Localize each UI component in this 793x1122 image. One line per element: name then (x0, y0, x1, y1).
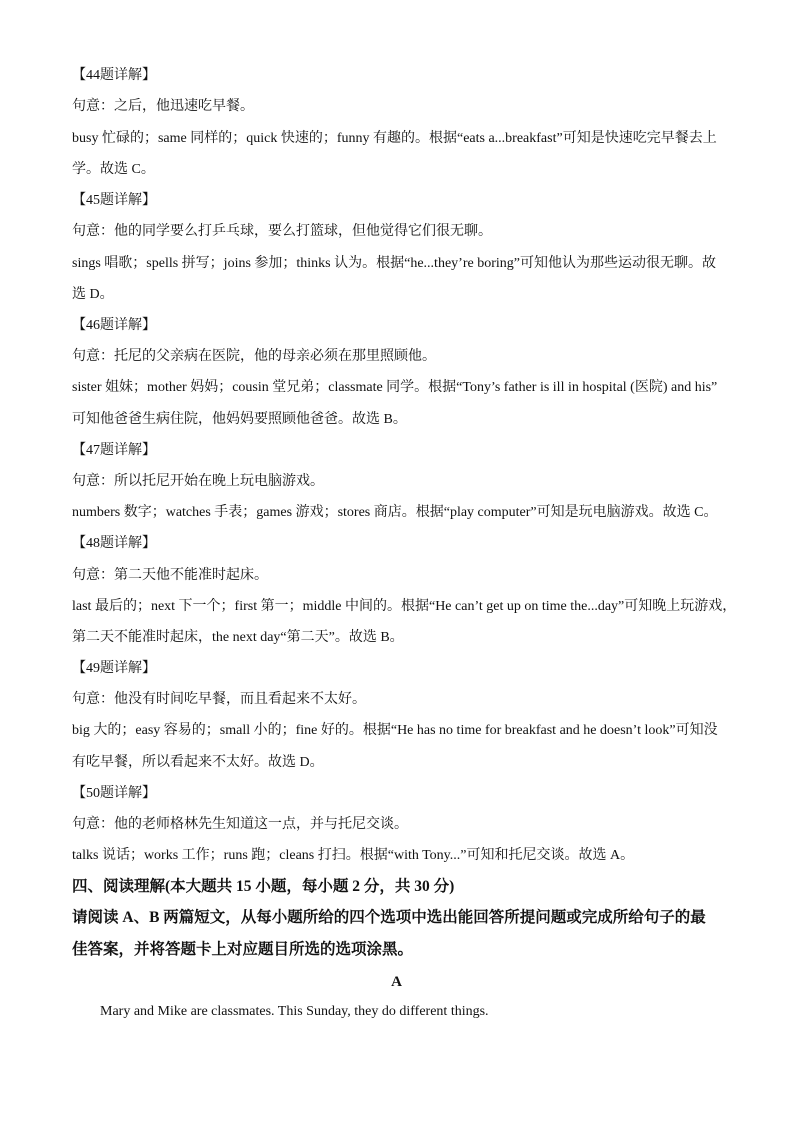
item-48-explanation-1: last 最后的；next 下一个；first 第一；middle 中间的。根据“He can’t get up on time the...day”可知晚上玩游戏， (72, 599, 737, 614)
item-47-explanation-1: numbers 数字；watches 手表；games 游戏；stores 商店。根据“play computer”可知是玩电脑游戏。故选 C。 (72, 505, 718, 520)
item-46-explanation-1: sister 姐妹；mother 妈妈；cousin 堂兄弟；classmate 同学。根据“Tony’s father is ill in hospital (医院) and his” (72, 380, 718, 395)
item-45-meaning: 句意：他的同学要么打乒乓球，要么打篮球，但他觉得它们很无聊。 (72, 224, 492, 239)
item-45-explanation-1: sings 唱歌；spells 拼写；joins 参加；thinks 认为。根据“he...they’re boring”可知他认为那些运动很无聊。故 (72, 256, 716, 271)
item-46-explanation-2: 可知他爸爸生病住院，他妈妈要照顾他爸爸。故选 B。 (72, 412, 407, 427)
item-44-heading: 【44题详解】 (72, 68, 156, 83)
item-48-explanation-2: 第二天不能准时起床，the next day“第二天”。故选 B。 (72, 630, 404, 645)
instruction-line-1: 请阅读 A、B 两篇短文，从每小题所给的四个选项中选出能回答所提问题或完成所给句子的最 (72, 909, 706, 926)
item-49-heading: 【49题详解】 (72, 661, 156, 676)
item-46-heading: 【46题详解】 (72, 318, 156, 333)
passage-label: A (391, 974, 402, 990)
instruction-line-2: 佳答案，并将答题卡上对应题目所选的选项涂黑。 (72, 941, 414, 958)
item-50-explanation-1: talks 说话；works 工作；runs 跑；cleans 打扫。根据“with Tony...”可知和托尼交谈。故选 A。 (72, 848, 635, 863)
item-45-explanation-2: 选 D。 (72, 287, 114, 302)
item-49-explanation-2: 有吃早餐，所以看起来不太好。故选 D。 (72, 755, 324, 770)
item-50-heading: 【50题详解】 (72, 786, 156, 801)
item-44-explanation-2: 学。故选 C。 (72, 162, 155, 177)
item-44-meaning: 句意：之后，他迅速吃早餐。 (72, 99, 254, 114)
item-45-heading: 【45题详解】 (72, 193, 156, 208)
item-46-meaning: 句意：托尼的父亲病在医院，他的母亲必须在那里照顾他。 (72, 349, 436, 364)
passage-first-sentence: Mary and Mike are classmates. This Sunday, they do different things. (100, 1004, 489, 1019)
item-50-meaning: 句意：他的老师格林先生知道这一点，并与托尼交谈。 (72, 817, 408, 832)
section-title: 四、阅读理解(本大题共 15 小题，每小题 2 分，共 30 分) (72, 878, 455, 895)
item-48-meaning: 句意：第二天他不能准时起床。 (72, 568, 268, 583)
item-48-heading: 【48题详解】 (72, 536, 156, 551)
item-44-explanation-1: busy 忙碌的；same 同样的；quick 快速的；funny 有趣的。根据“eats a...breakfast”可知是快速吃完早餐去上 (72, 131, 717, 146)
item-47-heading: 【47题详解】 (72, 443, 156, 458)
item-49-meaning: 句意：他没有时间吃早餐，而且看起来不太好。 (72, 692, 366, 707)
item-49-explanation-1: big 大的；easy 容易的；small 小的；fine 好的。根据“He has no time for breakfast and he doesn’t look”可知没 (72, 723, 718, 738)
item-47-meaning: 句意：所以托尼开始在晚上玩电脑游戏。 (72, 474, 324, 489)
